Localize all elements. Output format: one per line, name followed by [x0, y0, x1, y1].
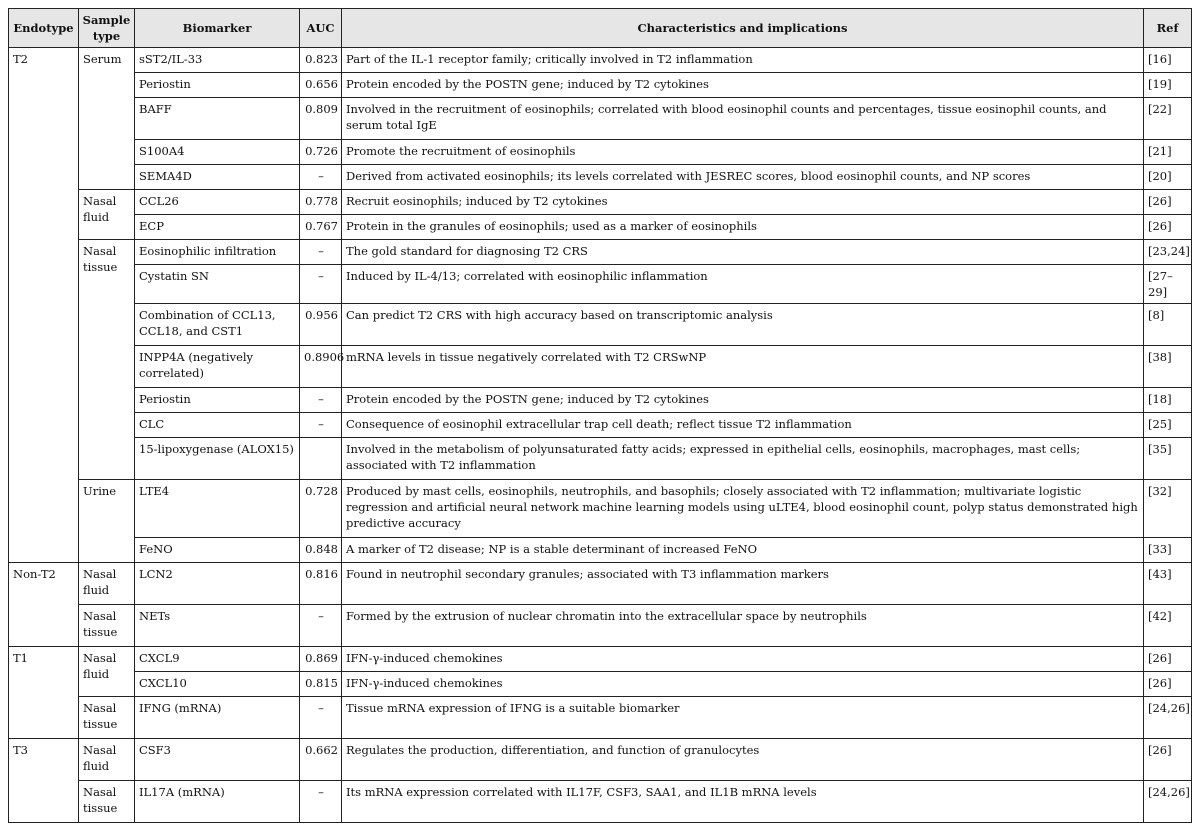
biomarker-cell: Periostin: [135, 388, 300, 413]
auc-cell: 0.728: [300, 480, 342, 538]
sample-type-cell: Nasal fluid: [79, 563, 135, 605]
table-row: [9, 388, 1192, 413]
table-row: [9, 563, 1192, 605]
table-row: [9, 538, 1192, 563]
characteristics-cell: Protein in the granules of eosinophils; used as a marker of eosinophils: [342, 215, 1144, 240]
characteristics-cell: Protein encoded by the POSTN gene; induced by T2 cytokines: [342, 388, 1144, 413]
characteristics-cell: Involved in the metabolism of polyunsaturated fatty acids; expressed in epithelial cells, eosinophils, macrophages, mast cells; associated with T2 inflammation: [342, 438, 1144, 480]
biomarker-cell: LCN2: [135, 563, 300, 605]
table-row: [9, 697, 1192, 739]
table-row: [9, 73, 1192, 98]
table-row: [9, 240, 1192, 265]
characteristics-cell: Consequence of eosinophil extracellular trap cell death; reflect tissue T2 inflammation: [342, 413, 1144, 438]
ref-cell: [19]: [1144, 73, 1192, 98]
auc-cell: 0.726: [300, 140, 342, 165]
characteristics-cell: Formed by the extrusion of nuclear chromatin into the extracellular space by neutrophils: [342, 605, 1144, 647]
ref-cell: [25]: [1144, 413, 1192, 438]
characteristics-cell: Produced by mast cells, eosinophils, neutrophils, and basophils; closely associated with T2 inflammation; multivariate logistic regression and artificial neural network machine learning models using uLTE4, blood eosinophil count, polyp status demonstrated high predictive accuracy: [342, 480, 1144, 538]
biomarker-cell: CXCL10: [135, 672, 300, 697]
auc-cell: 0.778: [300, 190, 342, 215]
auc-cell: 0.8906: [300, 346, 342, 388]
auc-cell: 0.823: [300, 48, 342, 73]
characteristics-cell: Regulates the production, differentiation, and function of granulocytes: [342, 739, 1144, 781]
characteristics-cell: A marker of T2 disease; NP is a stable determinant of increased FeNO: [342, 538, 1144, 563]
characteristics-cell: The gold standard for diagnosing T2 CRS: [342, 240, 1144, 265]
auc-cell: –: [300, 697, 342, 739]
sample-type-cell: Urine: [79, 480, 135, 563]
characteristics-cell: Found in neutrophil secondary granules; associated with T3 inflammation markers: [342, 563, 1144, 605]
ref-cell: [42]: [1144, 605, 1192, 647]
ref-cell: [16]: [1144, 48, 1192, 73]
auc-cell: 0.662: [300, 739, 342, 781]
ref-cell: [43]: [1144, 563, 1192, 605]
ref-cell: [26]: [1144, 215, 1192, 240]
characteristics-cell: Its mRNA expression correlated with IL17F, CSF3, SAA1, and IL1B mRNA levels: [342, 781, 1144, 823]
biomarker-cell: BAFF: [135, 98, 300, 140]
ref-cell: [26]: [1144, 190, 1192, 215]
table-row: [9, 781, 1192, 823]
ref-cell: [38]: [1144, 346, 1192, 388]
biomarker-cell: CXCL9: [135, 647, 300, 672]
column-header: Sample type: [79, 9, 135, 48]
characteristics-cell: Recruit eosinophils; induced by T2 cytokines: [342, 190, 1144, 215]
auc-cell: 0.869: [300, 647, 342, 672]
auc-cell: 0.815: [300, 672, 342, 697]
auc-cell: –: [300, 781, 342, 823]
header-row: [9, 9, 1192, 48]
table-row: [9, 346, 1192, 388]
ref-cell: [32]: [1144, 480, 1192, 538]
ref-cell: [27–29]: [1144, 265, 1192, 304]
table-row: [9, 480, 1192, 538]
table-row: [9, 304, 1192, 346]
sample-type-cell: Serum: [79, 48, 135, 190]
auc-cell: 0.809: [300, 98, 342, 140]
auc-cell: 0.816: [300, 563, 342, 605]
endotype-cell: T1: [9, 647, 79, 739]
table-row: [9, 190, 1192, 215]
column-header: Ref: [1144, 9, 1192, 48]
table-row: [9, 413, 1192, 438]
auc-cell: –: [300, 165, 342, 190]
auc-cell: –: [300, 265, 342, 304]
auc-cell: –: [300, 240, 342, 265]
table-row: [9, 48, 1192, 73]
biomarker-cell: Combination of CCL13, CCL18, and CST1: [135, 304, 300, 346]
ref-cell: [18]: [1144, 388, 1192, 413]
ref-cell: [35]: [1144, 438, 1192, 480]
biomarker-cell: FeNO: [135, 538, 300, 563]
column-header: Characteristics and implications: [342, 9, 1144, 48]
table-row: [9, 140, 1192, 165]
biomarker-cell: CSF3: [135, 739, 300, 781]
characteristics-cell: Promote the recruitment of eosinophils: [342, 140, 1144, 165]
biomarker-cell: CCL26: [135, 190, 300, 215]
endotype-cell: T3: [9, 739, 79, 823]
ref-cell: [24,26]: [1144, 697, 1192, 739]
auc-cell: 0.656: [300, 73, 342, 98]
ref-cell: [8]: [1144, 304, 1192, 346]
auc-cell: –: [300, 388, 342, 413]
biomarker-cell: CLC: [135, 413, 300, 438]
sample-type-cell: Nasal tissue: [79, 781, 135, 823]
column-header: Biomarker: [135, 9, 300, 48]
characteristics-cell: IFN-γ-induced chemokines: [342, 647, 1144, 672]
auc-cell: 0.848: [300, 538, 342, 563]
table-row: [9, 165, 1192, 190]
biomarker-cell: LTE4: [135, 480, 300, 538]
biomarker-cell: NETs: [135, 605, 300, 647]
biomarker-table: [8, 8, 1192, 823]
table-row: [9, 438, 1192, 480]
biomarker-cell: 15-lipoxygenase (ALOX15): [135, 438, 300, 480]
sample-type-cell: Nasal tissue: [79, 697, 135, 739]
characteristics-cell: IFN-γ-induced chemokines: [342, 672, 1144, 697]
biomarker-cell: ECP: [135, 215, 300, 240]
biomarker-cell: Periostin: [135, 73, 300, 98]
table-row: [9, 605, 1192, 647]
characteristics-cell: Induced by IL-4/13; correlated with eosinophilic inflammation: [342, 265, 1144, 304]
endotype-cell: T2: [9, 48, 79, 563]
ref-cell: [24,26]: [1144, 781, 1192, 823]
table-row: [9, 739, 1192, 781]
ref-cell: [20]: [1144, 165, 1192, 190]
characteristics-cell: Can predict T2 CRS with high accuracy based on transcriptomic analysis: [342, 304, 1144, 346]
auc-cell: 0.956: [300, 304, 342, 346]
auc-cell: –: [300, 605, 342, 647]
characteristics-cell: Protein encoded by the POSTN gene; induced by T2 cytokines: [342, 73, 1144, 98]
table-row: [9, 672, 1192, 697]
column-header: AUC: [300, 9, 342, 48]
biomarker-cell: IFNG (mRNA): [135, 697, 300, 739]
ref-cell: [22]: [1144, 98, 1192, 140]
column-header: Endotype: [9, 9, 79, 48]
biomarker-cell: INPP4A (negatively correlated): [135, 346, 300, 388]
characteristics-cell: mRNA levels in tissue negatively correlated with T2 CRSwNP: [342, 346, 1144, 388]
ref-cell: [21]: [1144, 140, 1192, 165]
characteristics-cell: Derived from activated eosinophils; its levels correlated with JESREC scores, blood eosinophil counts, and NP scores: [342, 165, 1144, 190]
sample-type-cell: Nasal tissue: [79, 240, 135, 480]
biomarker-cell: IL17A (mRNA): [135, 781, 300, 823]
ref-cell: [26]: [1144, 739, 1192, 781]
table-row: [9, 98, 1192, 140]
sample-type-cell: Nasal tissue: [79, 605, 135, 647]
table-row: [9, 265, 1192, 304]
endotype-cell: Non-T2: [9, 563, 79, 647]
characteristics-cell: Involved in the recruitment of eosinophils; correlated with blood eosinophil counts and percentages, tissue eosinophil counts, and serum total IgE: [342, 98, 1144, 140]
biomarker-cell: S100A4: [135, 140, 300, 165]
ref-cell: [23,24]: [1144, 240, 1192, 265]
auc-cell: –: [300, 413, 342, 438]
ref-cell: [33]: [1144, 538, 1192, 563]
auc-cell: [300, 438, 342, 480]
biomarker-cell: Cystatin SN: [135, 265, 300, 304]
sample-type-cell: Nasal fluid: [79, 739, 135, 781]
biomarker-cell: SEMA4D: [135, 165, 300, 190]
auc-cell: 0.767: [300, 215, 342, 240]
biomarker-cell: sST2/IL-33: [135, 48, 300, 73]
sample-type-cell: Nasal fluid: [79, 190, 135, 240]
characteristics-cell: Part of the IL-1 receptor family; critically involved in T2 inflammation: [342, 48, 1144, 73]
sample-type-cell: Nasal fluid: [79, 647, 135, 697]
ref-cell: [26]: [1144, 647, 1192, 672]
table-row: [9, 647, 1192, 672]
ref-cell: [26]: [1144, 672, 1192, 697]
characteristics-cell: Tissue mRNA expression of IFNG is a suitable biomarker: [342, 697, 1144, 739]
biomarker-cell: Eosinophilic infiltration: [135, 240, 300, 265]
table-row: [9, 215, 1192, 240]
